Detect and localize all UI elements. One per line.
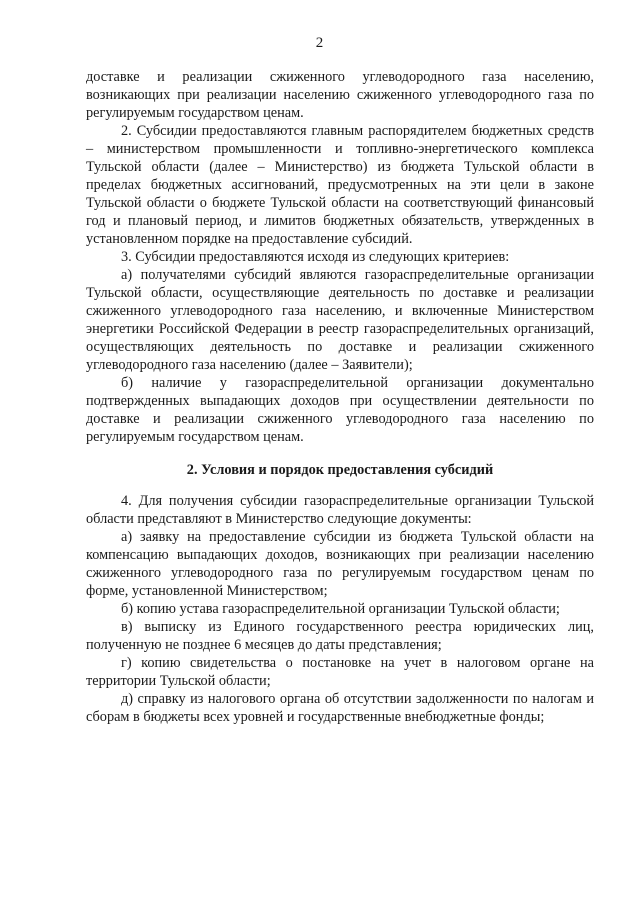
paragraph-p-3a: а) получателями субсидий являются газораспределительные организации Тульской области, осуществляющие деятельность по доставке и реализации сжиженного углеводородного газа населению, и включенные Министерством энергетики Российской Федерации в реестр газораспределительных организаций, осуществляющих деятельность по доставке и реализации сжиженного углеводородного газа населению (далее – Заявители); bbox=[86, 267, 594, 373]
paragraph-p-2: 2. Субсидии предоставляются главным распорядителем бюджетных средств – министерством промышленности и топливно-энергетического комплекса Тульской области (далее – Министерство) из бюджета Тульской области в пределах бюджетных ассигнований, предусмотренных на эти цели в законе Тульской области о бюджете Тульской области на соответствующий финансовый год и плановый период, и лимитов бюджетных обязательств, утвержденных в установленном порядке на предоставление субсидий. bbox=[86, 123, 594, 247]
paragraph-p-4a: а) заявку на предоставление субсидии из бюджета Тульской области на компенсацию выпадающих доходов, возникающих при реализации населению сжиженного углеводородного газа по регулируемым государством ценам по форме, установленной Министерством; bbox=[86, 529, 594, 599]
paragraph-p-4d: д) справку из налогового органа об отсутствии задолженности по налогам и сборам в бюджеты всех уровней и государственные внебюджетные фонды; bbox=[86, 691, 594, 725]
paragraph-p-4: 4. Для получения субсидии газораспределительные организации Тульской области представляют в Министерство следующие документы: bbox=[86, 493, 594, 527]
paragraph-p-4v: в) выписку из Единого государственного реестра юридических лиц, полученную не позднее 6 месяцев до даты представления; bbox=[86, 619, 594, 653]
paragraph-p-4g: г) копию свидетельства о постановке на учет в налоговом органе на территории Тульской области; bbox=[86, 655, 594, 689]
paragraphs-part1 bbox=[86, 68, 594, 446]
page-number: 2 bbox=[315, 35, 324, 51]
paragraphs-part2 bbox=[86, 492, 594, 726]
paragraph-p-continuation: доставке и реализации сжиженного углеводородного газа населению, возникающих при реализации населению сжиженного углеводородного газа по регулируемым государством ценам. bbox=[86, 69, 594, 121]
section-heading: 2. Условия и порядок предоставления субсидий bbox=[186, 462, 494, 478]
document-body bbox=[86, 68, 594, 726]
paragraph-p-3b: б) наличие у газораспределительной организации документально подтвержденных выпадающих доходов при осуществлении деятельности по доставке и реализации сжиженного углеводородного газа населению по регулируемым государством ценам. bbox=[86, 375, 594, 445]
paragraph-p-4b: б) копию устава газораспределительной организации Тульской области; bbox=[121, 601, 560, 617]
paragraph-p-3: 3. Субсидии предоставляются исходя из следующих критериев: bbox=[121, 249, 510, 265]
